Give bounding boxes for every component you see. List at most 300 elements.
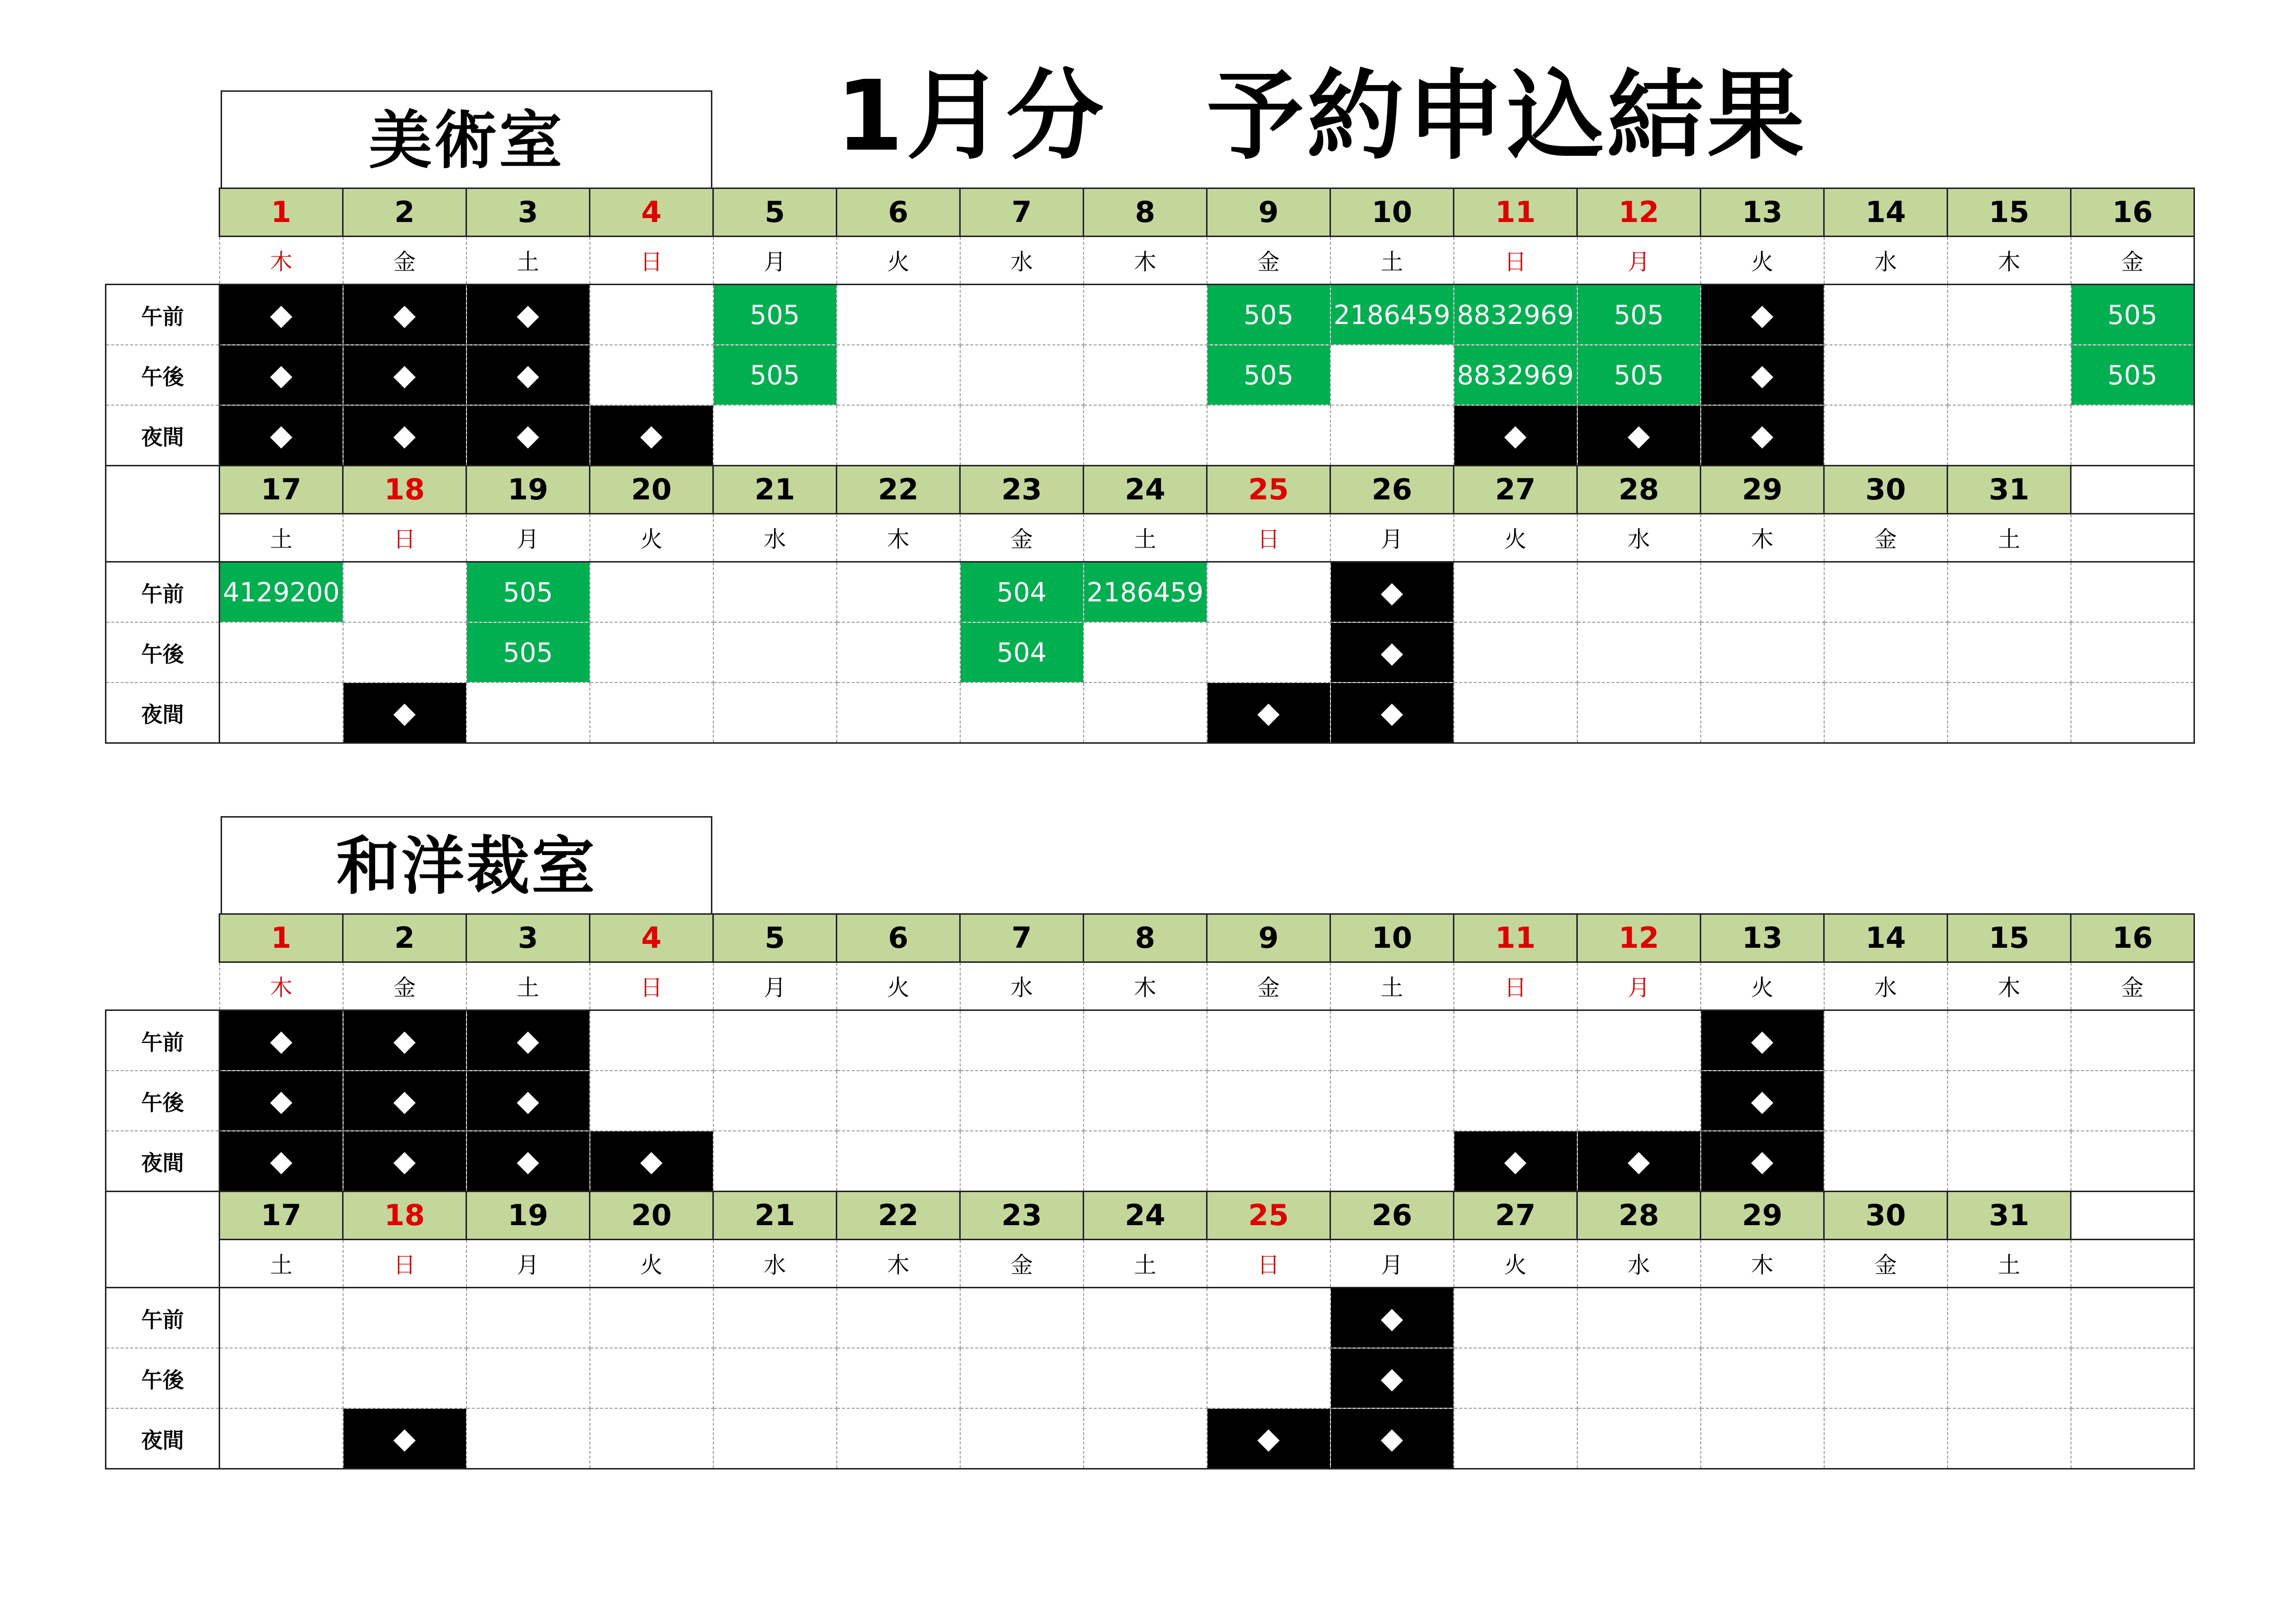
weekday-cell: 木 [220, 962, 343, 1010]
weekday-row [106, 514, 2194, 562]
empty-cell [837, 1408, 960, 1469]
date-cell: 8 [1084, 914, 1207, 962]
weekday-cell: 土 [466, 237, 590, 285]
empty-cell [1948, 1010, 2071, 1071]
weekday-cell: 土 [1084, 514, 1207, 562]
date-cell: 5 [713, 914, 837, 962]
date-cell: 11 [1454, 914, 1577, 962]
empty-cell [1577, 1408, 1701, 1469]
date-cell: 20 [590, 466, 713, 514]
closed-cell: ◆ [220, 1131, 343, 1192]
corner-cell [106, 466, 220, 562]
empty-cell [837, 405, 960, 466]
empty-cell [1207, 1010, 1330, 1071]
weekday-cell: 水 [1577, 1240, 1701, 1288]
slot-row [106, 1408, 2194, 1469]
weekday-cell: 火 [1701, 237, 1824, 285]
date-cell [2071, 1192, 2194, 1240]
weekday-cell: 木 [1948, 237, 2071, 285]
weekday-cell: 日 [1207, 1240, 1330, 1288]
weekday-cell: 土 [220, 1240, 343, 1288]
weekday-cell: 月 [466, 1240, 590, 1288]
closed-cell: ◆ [1454, 1131, 1577, 1192]
weekday-cell: 土 [220, 514, 343, 562]
date-cell: 1 [220, 914, 343, 962]
date-cell: 23 [960, 1192, 1084, 1240]
weekday-cell: 月 [1330, 1240, 1454, 1288]
empty-cell [1207, 622, 1330, 683]
weekday-cell: 木 [837, 514, 960, 562]
closed-cell: ◆ [220, 285, 343, 345]
empty-cell [1207, 1131, 1330, 1192]
page-title: 1月分 予約申込結果 [836, 60, 1808, 173]
slot-label: 午後 [106, 1071, 220, 1131]
slot-row [106, 622, 2194, 683]
date-row [106, 914, 2194, 962]
booking-cell: 505 [2071, 285, 2194, 345]
empty-cell [837, 622, 960, 683]
empty-cell [960, 1288, 1084, 1349]
weekday-cell: 土 [1084, 1240, 1207, 1288]
closed-cell: ◆ [1330, 622, 1454, 683]
empty-cell [590, 622, 713, 683]
booking-cell: 4129200 [220, 562, 343, 623]
date-cell: 4 [590, 188, 713, 237]
date-row [106, 466, 2194, 514]
closed-cell: ◆ [343, 1010, 466, 1071]
weekday-cell: 月 [1330, 514, 1454, 562]
closed-cell: ◆ [220, 345, 343, 405]
date-cell: 27 [1454, 1192, 1577, 1240]
empty-cell [1948, 405, 2071, 466]
empty-cell [1330, 1071, 1454, 1131]
empty-cell [837, 562, 960, 623]
booking-cell: 505 [1207, 345, 1330, 405]
closed-cell: ◆ [1207, 683, 1330, 743]
date-cell: 13 [1701, 914, 1824, 962]
weekday-cell: 水 [1824, 962, 1948, 1010]
slot-label: 夜間 [106, 1408, 220, 1469]
weekday-cell: 日 [1207, 514, 1330, 562]
weekday-cell: 金 [1207, 237, 1330, 285]
closed-cell: ◆ [1577, 405, 1701, 466]
booking-cell: 2186459 [1084, 562, 1207, 623]
closed-cell: ◆ [466, 1071, 590, 1131]
empty-cell [1084, 1288, 1207, 1349]
weekday-cell: 木 [220, 237, 343, 285]
closed-cell: ◆ [1454, 405, 1577, 466]
room-name: 美術室 [221, 90, 712, 188]
empty-cell [1084, 1408, 1207, 1469]
weekday-cell: 火 [837, 962, 960, 1010]
empty-cell [713, 1288, 837, 1349]
empty-cell [590, 345, 713, 405]
date-cell: 12 [1577, 914, 1701, 962]
date-cell: 6 [837, 188, 960, 237]
empty-cell [2071, 1408, 2194, 1469]
closed-cell: ◆ [1330, 562, 1454, 623]
empty-cell [1577, 562, 1701, 623]
weekday-cell: 金 [960, 514, 1084, 562]
closed-cell: ◆ [343, 683, 466, 743]
empty-cell [1948, 285, 2071, 345]
empty-cell [1701, 622, 1824, 683]
empty-cell [1084, 1071, 1207, 1131]
date-cell: 22 [837, 1192, 960, 1240]
slot-label: 夜間 [106, 405, 220, 466]
weekday-cell: 木 [1948, 962, 2071, 1010]
slot-label: 午後 [106, 1348, 220, 1408]
closed-cell: ◆ [1701, 345, 1824, 405]
slot-row [106, 683, 2194, 743]
closed-cell: ◆ [1701, 405, 1824, 466]
weekday-cell: 月 [713, 962, 837, 1010]
slot-row [106, 1071, 2194, 1131]
empty-cell [713, 405, 837, 466]
weekday-cell: 月 [1577, 237, 1701, 285]
empty-cell [1948, 345, 2071, 405]
corner-cell [106, 188, 220, 285]
weekday-cell: 日 [1454, 962, 1577, 1010]
closed-cell: ◆ [466, 1010, 590, 1071]
closed-cell: ◆ [220, 405, 343, 466]
empty-cell [220, 683, 343, 743]
schedule-table [105, 188, 2195, 744]
empty-cell [1577, 622, 1701, 683]
weekday-cell: 木 [1084, 237, 1207, 285]
empty-cell [2071, 1010, 2194, 1071]
date-cell: 19 [466, 466, 590, 514]
empty-cell [2071, 1131, 2194, 1192]
weekday-cell: 日 [343, 1240, 466, 1288]
empty-cell [713, 622, 837, 683]
date-cell: 18 [343, 1192, 466, 1240]
empty-cell [1948, 1348, 2071, 1408]
closed-cell: ◆ [1701, 285, 1824, 345]
closed-cell: ◆ [1701, 1071, 1824, 1131]
empty-cell [2071, 562, 2194, 623]
date-cell: 12 [1577, 188, 1701, 237]
empty-cell [1948, 1288, 2071, 1349]
date-cell: 17 [220, 466, 343, 514]
empty-cell [960, 345, 1084, 405]
empty-cell [466, 1408, 590, 1469]
empty-cell [1824, 683, 1948, 743]
empty-cell [343, 1348, 466, 1408]
date-cell: 22 [837, 466, 960, 514]
date-cell: 24 [1084, 466, 1207, 514]
empty-cell [1577, 1288, 1701, 1349]
weekday-row [106, 237, 2194, 285]
slot-row [106, 405, 2194, 466]
weekday-cell [2071, 514, 2194, 562]
slot-row [106, 562, 2194, 623]
date-cell: 14 [1824, 188, 1948, 237]
date-cell: 31 [1948, 1192, 2071, 1240]
weekday-row [106, 1240, 2194, 1288]
date-cell: 9 [1207, 914, 1330, 962]
empty-cell [1084, 285, 1207, 345]
date-cell: 9 [1207, 188, 1330, 237]
empty-cell [837, 1288, 960, 1349]
empty-cell [1948, 683, 2071, 743]
empty-cell [837, 1131, 960, 1192]
empty-cell [343, 562, 466, 623]
empty-cell [960, 1010, 1084, 1071]
weekday-cell: 金 [2071, 962, 2194, 1010]
weekday-row [106, 962, 2194, 1010]
empty-cell [1084, 345, 1207, 405]
weekday-cell: 水 [960, 237, 1084, 285]
date-cell: 11 [1454, 188, 1577, 237]
empty-cell [1824, 285, 1948, 345]
empty-cell [1084, 405, 1207, 466]
empty-cell [2071, 1071, 2194, 1131]
slot-label: 午後 [106, 622, 220, 683]
date-cell: 20 [590, 1192, 713, 1240]
empty-cell [1454, 1010, 1577, 1071]
closed-cell: ◆ [466, 285, 590, 345]
empty-cell [1824, 1288, 1948, 1349]
date-cell: 8 [1084, 188, 1207, 237]
date-row [106, 188, 2194, 237]
empty-cell [1824, 1408, 1948, 1469]
closed-cell: ◆ [220, 1071, 343, 1131]
empty-cell [960, 683, 1084, 743]
empty-cell [713, 1071, 837, 1131]
date-cell: 15 [1948, 914, 2071, 962]
closed-cell: ◆ [220, 1010, 343, 1071]
closed-cell: ◆ [1577, 1131, 1701, 1192]
empty-cell [2071, 405, 2194, 466]
empty-cell [1330, 405, 1454, 466]
slot-row [106, 1131, 2194, 1192]
date-cell: 21 [713, 466, 837, 514]
empty-cell [2071, 1288, 2194, 1349]
date-cell: 24 [1084, 1192, 1207, 1240]
closed-cell: ◆ [466, 1131, 590, 1192]
empty-cell [713, 1010, 837, 1071]
booking-cell: 2186459 [1330, 285, 1454, 345]
weekday-cell: 月 [1577, 962, 1701, 1010]
weekday-cell: 火 [590, 1240, 713, 1288]
empty-cell [1084, 683, 1207, 743]
booking-cell: 505 [466, 562, 590, 623]
closed-cell: ◆ [1330, 1288, 1454, 1349]
weekday-cell: 水 [1824, 237, 1948, 285]
empty-cell [1454, 1408, 1577, 1469]
weekday-cell: 水 [960, 962, 1084, 1010]
booking-cell: 504 [960, 622, 1084, 683]
empty-cell [960, 1408, 1084, 1469]
closed-cell: ◆ [466, 405, 590, 466]
empty-cell [1701, 683, 1824, 743]
closed-cell: ◆ [343, 345, 466, 405]
date-cell: 3 [466, 188, 590, 237]
weekday-cell: 木 [1701, 1240, 1824, 1288]
empty-cell [2071, 622, 2194, 683]
closed-cell: ◆ [1701, 1010, 1824, 1071]
date-cell: 16 [2071, 914, 2194, 962]
weekday-cell: 月 [466, 514, 590, 562]
weekday-cell: 火 [1454, 514, 1577, 562]
closed-cell: ◆ [590, 1131, 713, 1192]
empty-cell [1824, 1131, 1948, 1192]
weekday-cell: 火 [837, 237, 960, 285]
slot-label: 午前 [106, 1010, 220, 1071]
empty-cell [960, 405, 1084, 466]
slot-label: 夜間 [106, 683, 220, 743]
empty-cell [713, 1348, 837, 1408]
empty-cell [1824, 405, 1948, 466]
weekday-cell: 木 [1084, 962, 1207, 1010]
empty-cell [960, 285, 1084, 345]
closed-cell: ◆ [343, 1408, 466, 1469]
empty-cell [1824, 1010, 1948, 1071]
empty-cell [2071, 683, 2194, 743]
weekday-cell: 土 [1330, 237, 1454, 285]
empty-cell [1577, 683, 1701, 743]
empty-cell [1824, 562, 1948, 623]
empty-cell [1948, 1408, 2071, 1469]
empty-cell [590, 683, 713, 743]
booking-cell: 505 [713, 285, 837, 345]
slot-row [106, 1010, 2194, 1071]
booking-cell: 505 [1207, 285, 1330, 345]
booking-cell: 504 [960, 562, 1084, 623]
empty-cell [466, 1348, 590, 1408]
date-cell: 26 [1330, 1192, 1454, 1240]
empty-cell [1330, 1010, 1454, 1071]
slot-row [106, 1288, 2194, 1349]
slot-row [106, 1348, 2194, 1408]
empty-cell [837, 1348, 960, 1408]
date-cell: 17 [220, 1192, 343, 1240]
empty-cell [590, 562, 713, 623]
empty-cell [1824, 1071, 1948, 1131]
weekday-cell: 木 [837, 1240, 960, 1288]
empty-cell [1577, 1348, 1701, 1408]
date-cell: 13 [1701, 188, 1824, 237]
date-cell: 3 [466, 914, 590, 962]
date-cell: 29 [1701, 1192, 1824, 1240]
date-cell: 23 [960, 466, 1084, 514]
empty-cell [590, 285, 713, 345]
date-cell: 16 [2071, 188, 2194, 237]
date-cell: 7 [960, 188, 1084, 237]
booking-cell: 8832969 [1454, 345, 1577, 405]
empty-cell [1701, 562, 1824, 623]
closed-cell: ◆ [1330, 683, 1454, 743]
empty-cell [1330, 345, 1454, 405]
date-cell: 26 [1330, 466, 1454, 514]
empty-cell [837, 345, 960, 405]
slot-label: 午後 [106, 345, 220, 405]
empty-cell [1207, 1288, 1330, 1349]
weekday-cell: 日 [1454, 237, 1577, 285]
empty-cell [220, 1348, 343, 1408]
empty-cell [1330, 1131, 1454, 1192]
booking-cell: 505 [466, 622, 590, 683]
corner-cell [106, 1192, 220, 1288]
date-cell: 1 [220, 188, 343, 237]
empty-cell [960, 1071, 1084, 1131]
room-name: 和洋裁室 [221, 816, 712, 913]
empty-cell [343, 1288, 466, 1349]
empty-cell [466, 1288, 590, 1349]
empty-cell [590, 1408, 713, 1469]
empty-cell [1948, 622, 2071, 683]
empty-cell [1207, 1071, 1330, 1131]
empty-cell [713, 562, 837, 623]
weekday-cell: 火 [590, 514, 713, 562]
slot-row [106, 285, 2194, 345]
date-cell: 2 [343, 188, 466, 237]
empty-cell [220, 1408, 343, 1469]
weekday-cell: 日 [590, 962, 713, 1010]
date-cell: 6 [837, 914, 960, 962]
booking-cell: 505 [1577, 285, 1701, 345]
slot-label: 午前 [106, 562, 220, 623]
empty-cell [220, 1288, 343, 1349]
weekday-cell: 金 [343, 237, 466, 285]
empty-cell [2071, 1348, 2194, 1408]
closed-cell: ◆ [1701, 1131, 1824, 1192]
empty-cell [1207, 405, 1330, 466]
weekday-cell: 木 [1701, 514, 1824, 562]
date-cell: 30 [1824, 466, 1948, 514]
slot-label: 午前 [106, 285, 220, 345]
empty-cell [960, 1131, 1084, 1192]
empty-cell [1084, 1131, 1207, 1192]
weekday-cell: 土 [466, 962, 590, 1010]
empty-cell [1084, 1010, 1207, 1071]
empty-cell [1454, 1288, 1577, 1349]
date-cell: 31 [1948, 466, 2071, 514]
date-cell: 19 [466, 1192, 590, 1240]
date-cell: 25 [1207, 466, 1330, 514]
date-cell: 15 [1948, 188, 2071, 237]
empty-cell [837, 1010, 960, 1071]
date-cell: 7 [960, 914, 1084, 962]
slot-row [106, 345, 2194, 405]
weekday-cell: 金 [1207, 962, 1330, 1010]
booking-cell: 505 [1577, 345, 1701, 405]
empty-cell [1701, 1348, 1824, 1408]
date-cell: 25 [1207, 1192, 1330, 1240]
empty-cell [466, 683, 590, 743]
empty-cell [1824, 1348, 1948, 1408]
empty-cell [1454, 1348, 1577, 1408]
date-cell: 2 [343, 914, 466, 962]
date-cell: 29 [1701, 466, 1824, 514]
weekday-cell: 火 [1454, 1240, 1577, 1288]
empty-cell [1084, 1348, 1207, 1408]
empty-cell [1207, 1348, 1330, 1408]
closed-cell: ◆ [466, 345, 590, 405]
weekday-cell: 日 [343, 514, 466, 562]
empty-cell [590, 1071, 713, 1131]
empty-cell [1577, 1010, 1701, 1071]
weekday-cell: 土 [1948, 514, 2071, 562]
closed-cell: ◆ [343, 1071, 466, 1131]
weekday-cell: 金 [1824, 514, 1948, 562]
empty-cell [1454, 562, 1577, 623]
date-cell: 27 [1454, 466, 1577, 514]
closed-cell: ◆ [1330, 1348, 1454, 1408]
corner-cell [106, 914, 220, 1010]
empty-cell [713, 1408, 837, 1469]
